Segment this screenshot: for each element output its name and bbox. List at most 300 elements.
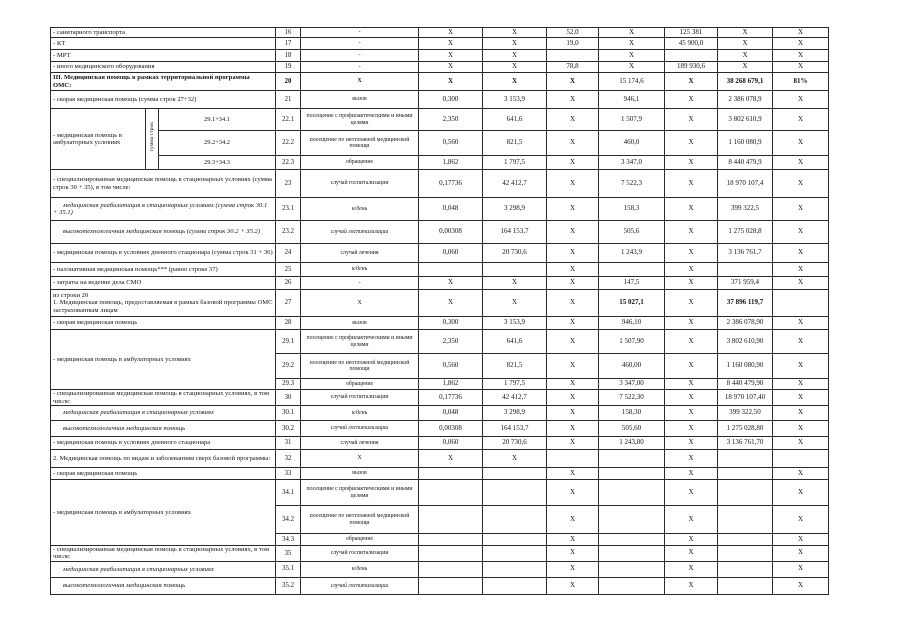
value-cell: X [773, 354, 829, 379]
row-label-text: - специализированная медицинская помощь в стационарных условиях, в том числе: [53, 390, 270, 405]
row-number-cell: 27 [276, 290, 301, 317]
value-cell: X [665, 390, 718, 406]
value-cell [483, 534, 547, 546]
row-number-cell: 19 [276, 62, 301, 73]
row-number-cell: 30.1 [276, 406, 301, 421]
value-cell: X [773, 330, 829, 354]
value-cell: 18 970 107,40 [718, 390, 773, 406]
value-cell [718, 561, 773, 577]
value-cell: X [483, 38, 547, 50]
row-number-cell: 26 [276, 277, 301, 290]
value-cell [718, 506, 773, 534]
value-cell: 0,560 [419, 131, 483, 156]
row-number-cell: 30 [276, 390, 301, 406]
value-cell [599, 506, 665, 534]
row-label-cell [51, 28, 276, 38]
value-cell: X [773, 221, 829, 244]
value-cell [599, 480, 665, 506]
value-cell [599, 577, 665, 594]
value-cell: X [419, 450, 483, 468]
value-cell: X [773, 277, 829, 290]
value-cell: 8 440 479,9 [718, 156, 773, 170]
row-label-cell [51, 450, 276, 468]
value-cell: 7 522,3 [599, 170, 665, 198]
sub-label-cell: 29.2+34.2 [159, 131, 276, 156]
row-label-cell [51, 468, 276, 480]
value-cell: 42 412,7 [483, 390, 547, 406]
value-cell: 399 322,50 [718, 406, 773, 421]
value-cell: X [665, 198, 718, 221]
value-cell: 189 930,6 [665, 62, 718, 73]
value-cell: X [773, 156, 829, 170]
row-label-text: - МРТ [53, 51, 71, 59]
table-row [51, 156, 829, 170]
value-cell [483, 480, 547, 506]
unit-cell: случай лечения [301, 437, 419, 450]
value-cell: 641,6 [483, 330, 547, 354]
value-cell: 821,5 [483, 354, 547, 379]
value-cell: 147,5 [599, 277, 665, 290]
row-number-cell: 29.1 [276, 330, 301, 354]
value-cell [419, 546, 483, 562]
value-cell: 0,060 [419, 244, 483, 263]
value-cell: X [773, 198, 829, 221]
sub-label-cell: 29.1+34.1 [159, 109, 276, 131]
value-cell: X [718, 50, 773, 62]
value-cell: 0,00308 [419, 421, 483, 437]
row-label-cell [51, 561, 276, 577]
row-label-cell [51, 91, 276, 109]
row-label-text: - КТ [53, 39, 66, 47]
value-cell: X [599, 28, 665, 38]
value-cell: 505,60 [599, 421, 665, 437]
value-cell: X [665, 506, 718, 534]
value-cell: X [599, 62, 665, 73]
table-row [51, 38, 829, 50]
value-cell: X [547, 198, 599, 221]
value-cell: 3 136 761,70 [718, 437, 773, 450]
value-cell: X [773, 244, 829, 263]
row-label-cell [51, 317, 276, 330]
unit-cell: - [301, 277, 419, 290]
value-cell: 1 275 028,8 [718, 221, 773, 244]
value-cell: X [773, 28, 829, 38]
row-label-text: - медицинская помощь в условиях дневного стационара (сумма строк 31 + 36) [53, 249, 273, 257]
value-cell: X [419, 28, 483, 38]
unit-cell: X [301, 73, 419, 91]
value-cell [483, 561, 547, 577]
value-cell: 3 802 610,90 [718, 330, 773, 354]
table-row [51, 263, 829, 277]
value-cell: X [773, 170, 829, 198]
value-cell [718, 263, 773, 277]
row-label-text: - скорая медицинская помощь [53, 319, 138, 327]
value-cell: X [773, 263, 829, 277]
unit-cell: случай госпитализации [301, 577, 419, 594]
table-body [51, 28, 829, 595]
value-cell: 0,17736 [419, 170, 483, 198]
value-cell: X [483, 62, 547, 73]
value-cell: X [773, 406, 829, 421]
value-cell [483, 506, 547, 534]
value-cell: X [547, 534, 599, 546]
unit-cell: к/день [301, 263, 419, 277]
value-cell: 164 153,7 [483, 421, 547, 437]
value-cell: 7 522,30 [599, 390, 665, 406]
row-label-cell [51, 546, 276, 562]
row-label-cell [51, 221, 276, 244]
sub-label-cell: 29.3+34.3 [159, 156, 276, 170]
value-cell: X [665, 244, 718, 263]
value-cell: 52,0 [547, 28, 599, 38]
row-number-cell: 20 [276, 73, 301, 91]
row-label-prefix: из строки 20 [53, 291, 89, 299]
value-cell: X [483, 290, 547, 317]
row-label-cell [51, 38, 276, 50]
table-row [51, 437, 829, 450]
value-cell: X [547, 390, 599, 406]
row-label-text: медицинская реабилитация в стационарных условиях [63, 409, 214, 417]
value-cell: X [773, 506, 829, 534]
value-cell: 505,6 [599, 221, 665, 244]
value-cell: X [547, 109, 599, 131]
value-cell: 0,060 [419, 437, 483, 450]
unit-cell: - [301, 62, 419, 73]
value-cell [665, 50, 718, 62]
row-label-text: - медицинская помощь в условиях дневного стационара [53, 439, 211, 447]
value-cell: X [773, 62, 829, 73]
row-label-cell [51, 277, 276, 290]
value-cell: X [665, 131, 718, 156]
row-number-cell: 23.2 [276, 221, 301, 244]
value-cell: 1 243,80 [599, 437, 665, 450]
value-cell: X [547, 131, 599, 156]
row-number-cell: 28 [276, 317, 301, 330]
value-cell: 0,048 [419, 198, 483, 221]
unit-cell: вызов [301, 468, 419, 480]
row-number-cell: 33 [276, 468, 301, 480]
value-cell: X [547, 546, 599, 562]
table-row [51, 317, 829, 330]
value-cell: X [547, 437, 599, 450]
unit-cell: к/день [301, 561, 419, 577]
row-number-cell: 35 [276, 546, 301, 562]
value-cell: 37 896 119,7 [718, 290, 773, 317]
row-label-text: - затраты на ведение дела СМО [53, 279, 142, 287]
value-cell: X [718, 28, 773, 38]
row-number-cell: 17 [276, 38, 301, 50]
unit-cell: посещение по неотложной медицинской помощи [301, 354, 419, 379]
unit-cell: случай госпитализации [301, 546, 419, 562]
value-cell: X [419, 38, 483, 50]
unit-cell: посещение с профилактическими и иными целями [301, 109, 419, 131]
row-label-text: - специализированная медицинская помощь в стационарных условиях, в том числе: [53, 546, 270, 561]
value-cell: 371 959,4 [718, 277, 773, 290]
value-cell: 946,1 [599, 91, 665, 109]
value-cell: X [483, 50, 547, 62]
value-cell: 2,350 [419, 330, 483, 354]
value-cell: X [599, 38, 665, 50]
value-cell: X [547, 577, 599, 594]
table-row [51, 546, 829, 562]
value-cell: 3 153,9 [483, 91, 547, 109]
table-row [51, 109, 829, 131]
value-cell: X [547, 244, 599, 263]
row-label-text: - санитарного транспорта [53, 28, 125, 36]
value-cell: X [547, 506, 599, 534]
row-number-cell: 29.3 [276, 379, 301, 390]
value-cell: X [773, 468, 829, 480]
unit-cell: случай госпитализации [301, 170, 419, 198]
value-cell: X [547, 221, 599, 244]
value-cell: X [773, 577, 829, 594]
row-label-text: - паллиативная медицинская помощь*** (равно строке 37) [53, 265, 218, 273]
value-cell: X [547, 263, 599, 277]
unit-cell: к/день [301, 198, 419, 221]
value-cell: X [773, 91, 829, 109]
value-cell: X [419, 62, 483, 73]
value-cell: X [419, 290, 483, 317]
row-label-cell [51, 263, 276, 277]
value-cell: X [419, 73, 483, 91]
row-label-text: - иного медицинского оборудования [53, 63, 155, 71]
table-row [51, 198, 829, 221]
row-label-text: медицинская реабилитация в стационарных условиях (сумма строк 30.1 + 35.1) [53, 201, 268, 216]
unit-cell: обращение [301, 156, 419, 170]
row-label-cell [51, 170, 276, 198]
value-cell: X [419, 277, 483, 290]
row-number-cell: 22.2 [276, 131, 301, 156]
unit-cell: к/день [301, 406, 419, 421]
value-cell: X [773, 131, 829, 156]
row-label-cell [51, 390, 276, 406]
table-row [51, 221, 829, 244]
value-cell: 3 347,00 [599, 379, 665, 390]
table-row [51, 244, 829, 263]
value-cell: 0,560 [419, 354, 483, 379]
value-cell: X [599, 50, 665, 62]
value-cell: X [665, 450, 718, 468]
unit-cell: случай лечения [301, 244, 419, 263]
unit-cell: вызов [301, 317, 419, 330]
value-cell: X [718, 62, 773, 73]
value-cell [419, 577, 483, 594]
value-cell: 1 797,5 [483, 156, 547, 170]
value-cell: X [773, 109, 829, 131]
row-number-cell: 25 [276, 263, 301, 277]
value-cell: 158,3 [599, 198, 665, 221]
value-cell: X [665, 577, 718, 594]
row-label-cell [51, 244, 276, 263]
unit-cell: посещение с профилактическими и иными целями [301, 480, 419, 506]
table-row [51, 28, 829, 38]
table-row [51, 561, 829, 577]
value-cell [419, 506, 483, 534]
value-cell: 821,5 [483, 131, 547, 156]
value-cell [483, 263, 547, 277]
value-cell: X [665, 480, 718, 506]
value-cell [547, 50, 599, 62]
value-cell [718, 546, 773, 562]
value-cell: X [547, 468, 599, 480]
value-cell [718, 450, 773, 468]
row-number-cell: 22.1 [276, 109, 301, 131]
value-cell: 3 136 761,7 [718, 244, 773, 263]
value-cell: X [665, 330, 718, 354]
value-cell [599, 450, 665, 468]
value-cell: X [665, 317, 718, 330]
value-cell: X [547, 290, 599, 317]
value-cell: X [665, 91, 718, 109]
table-row [51, 406, 829, 421]
unit-cell: случай госпитализации [301, 390, 419, 406]
unit-cell: случай госпитализации [301, 421, 419, 437]
row-number-cell: 34.3 [276, 534, 301, 546]
value-cell: X [773, 50, 829, 62]
row-label-cell [51, 421, 276, 437]
row-number-cell: 18 [276, 50, 301, 62]
value-cell: X [483, 28, 547, 38]
value-cell: 1 507,90 [599, 330, 665, 354]
value-cell: X [483, 277, 547, 290]
row-number-cell: 31 [276, 437, 301, 450]
value-cell: X [665, 546, 718, 562]
value-cell [599, 546, 665, 562]
value-cell: X [773, 437, 829, 450]
row-label-cell [51, 290, 276, 317]
value-cell: X [665, 421, 718, 437]
value-cell: 42 412,7 [483, 170, 547, 198]
value-cell: 2 386 078,90 [718, 317, 773, 330]
row-number-cell: 22.3 [276, 156, 301, 170]
value-cell [547, 450, 599, 468]
value-cell: 81% [773, 73, 829, 91]
value-cell: X [547, 170, 599, 198]
value-cell: X [718, 38, 773, 50]
row-label-text: 1. Медицинская помощь, предоставляемая в рамках базовой программы ОМС застрахованным лицам [53, 299, 273, 314]
row-number-cell: 35.2 [276, 577, 301, 594]
row-number-cell: 23 [276, 170, 301, 198]
value-cell: X [665, 263, 718, 277]
value-cell: X [547, 421, 599, 437]
table-row [51, 170, 829, 198]
group-label-cell: - медицинская помощь в амбулаторных условиях [51, 330, 276, 390]
value-cell: X [547, 277, 599, 290]
row-label-cell [51, 577, 276, 594]
value-cell: 3 298,9 [483, 198, 547, 221]
value-cell: 0,048 [419, 406, 483, 421]
value-cell [599, 468, 665, 480]
table-row [51, 390, 829, 406]
value-cell: X [665, 156, 718, 170]
unit-cell: - [301, 50, 419, 62]
unit-cell: X [301, 450, 419, 468]
value-cell [419, 561, 483, 577]
value-cell: 45 900,0 [665, 38, 718, 50]
table-row [51, 62, 829, 73]
unit-cell: посещение по неотложной медицинской помощи [301, 131, 419, 156]
group-note-text: сумма строк [148, 121, 155, 152]
value-cell: X [547, 317, 599, 330]
group-note-cell [146, 109, 159, 170]
value-cell [419, 468, 483, 480]
value-cell: X [773, 546, 829, 562]
table-row [51, 480, 829, 506]
table-row [51, 468, 829, 480]
value-cell: X [773, 38, 829, 50]
table-row [51, 91, 829, 109]
row-label-text: - специализированная медицинская помощь в стационарных условиях (сумма строк 30 + 35), в том числе: [53, 176, 272, 191]
value-cell: X [665, 277, 718, 290]
value-cell: X [773, 480, 829, 506]
value-cell: 460,0 [599, 131, 665, 156]
table-row [51, 50, 829, 62]
value-cell [483, 546, 547, 562]
value-cell: 125 381 [665, 28, 718, 38]
unit-cell: - [301, 38, 419, 50]
value-cell [419, 480, 483, 506]
value-cell: X [773, 317, 829, 330]
value-cell [599, 561, 665, 577]
value-cell: 1 243,9 [599, 244, 665, 263]
value-cell [419, 263, 483, 277]
row-number-cell: 16 [276, 28, 301, 38]
value-cell: X [665, 561, 718, 577]
row-number-cell: 24 [276, 244, 301, 263]
row-number-cell: 34.2 [276, 506, 301, 534]
row-label-text: высокотехнологичная медицинская помощь (сумма строк 30.2 + 35.2) [63, 228, 261, 236]
value-cell: 1 797,5 [483, 379, 547, 390]
row-label-text: медицинская реабилитация в стационарных условиях [63, 565, 214, 573]
value-cell: X [547, 156, 599, 170]
value-cell: X [483, 450, 547, 468]
table-row [51, 421, 829, 437]
value-cell [718, 468, 773, 480]
table-row [51, 277, 829, 290]
value-cell: X [665, 379, 718, 390]
unit-cell: вызов [301, 91, 419, 109]
value-cell: 18 970 107,4 [718, 170, 773, 198]
row-number-cell: 21 [276, 91, 301, 109]
row-label-cell [51, 73, 276, 91]
value-cell: X [773, 379, 829, 390]
value-cell: X [547, 406, 599, 421]
unit-cell: посещение с профилактическими и иными целями [301, 330, 419, 354]
value-cell: 460,00 [599, 354, 665, 379]
value-cell: X [773, 390, 829, 406]
value-cell: X [773, 421, 829, 437]
row-label-cell [51, 437, 276, 450]
value-cell: 1 275 028,80 [718, 421, 773, 437]
value-cell: X [665, 221, 718, 244]
value-cell [773, 450, 829, 468]
value-cell: 19,0 [547, 38, 599, 50]
value-cell: 164 153,7 [483, 221, 547, 244]
value-cell: X [547, 354, 599, 379]
value-cell: 20 730,6 [483, 437, 547, 450]
row-label-text: III. Медицинская помощь в рамках территориальной программы ОМС: [53, 74, 250, 89]
value-cell: X [665, 406, 718, 421]
value-cell: 2 386 078,9 [718, 91, 773, 109]
value-cell: X [547, 379, 599, 390]
value-cell [483, 468, 547, 480]
value-cell: X [665, 170, 718, 198]
value-cell: X [547, 73, 599, 91]
table-row [51, 577, 829, 594]
value-cell: 15 174,6 [599, 73, 665, 91]
row-label-text: - скорая медицинская помощь (сумма строк 27+32) [53, 95, 197, 103]
value-cell: 8 440 479,90 [718, 379, 773, 390]
